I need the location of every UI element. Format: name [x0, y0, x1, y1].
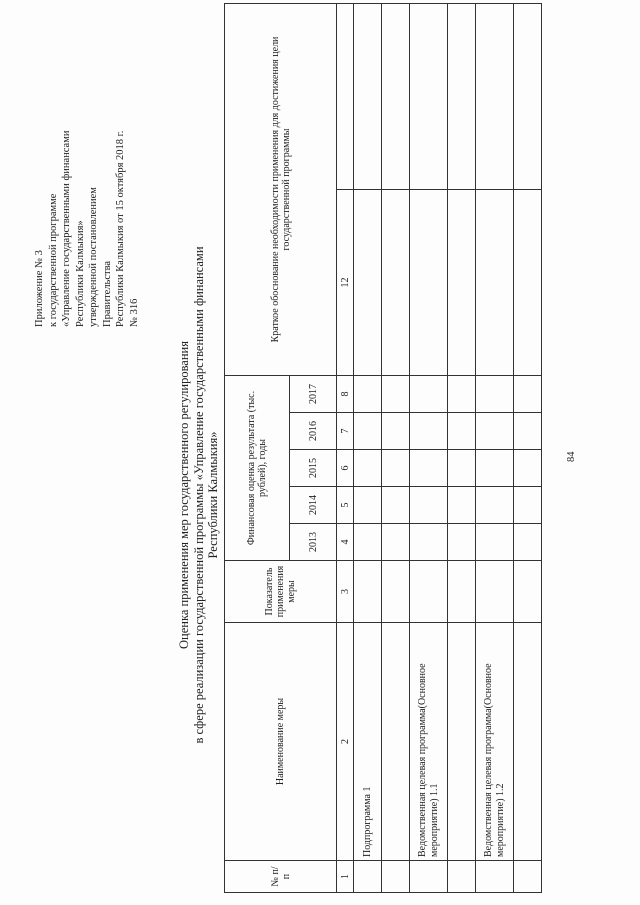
- row-name: [382, 623, 410, 861]
- header-justification: Краткое обоснование необходимости применения для достижения цели государственной программы: [225, 3, 337, 375]
- row-name: [448, 623, 476, 861]
- row-name: Подпрограмма 1: [354, 623, 382, 861]
- header-num: № п/п: [225, 861, 337, 893]
- column-number: 7: [337, 413, 354, 450]
- appendix-line: Республики Калмыкия»: [74, 220, 86, 327]
- table-row: [354, 3, 382, 892]
- appendix-line: № 316: [128, 298, 140, 327]
- header-year: 2017: [290, 376, 337, 413]
- title-line: в сфере реализации государственной программы «Управление государственными финансами: [191, 246, 206, 744]
- row-num: [382, 861, 410, 893]
- row-name: [514, 623, 542, 861]
- column-number: 1: [337, 861, 354, 893]
- row-num: [448, 861, 476, 893]
- appendix-line: Республики Калмыкия от 15 октября 2018 г.: [115, 130, 126, 327]
- row-name: Ведомственная целевая программа(Основное мероприятие) 1.1: [410, 623, 448, 861]
- column-number: 2: [337, 623, 354, 861]
- appendix-line: «Управление государственными финансами: [61, 130, 72, 327]
- table-cell: [337, 3, 354, 189]
- table-row: [514, 3, 542, 892]
- row-name: Ведомственная целевая программа(Основное мероприятие) 1.2: [476, 623, 514, 861]
- column-number: 5: [337, 487, 354, 524]
- document-title: [177, 215, 221, 775]
- column-number: 6: [337, 450, 354, 487]
- appendix-line: Приложение № 3: [34, 250, 45, 327]
- header-year: 2016: [290, 413, 337, 450]
- page-number: 84: [566, 451, 577, 462]
- row-num: [514, 861, 542, 893]
- row-num: [410, 861, 448, 893]
- column-number: 3: [337, 561, 354, 623]
- appendix-line: к государственной программе: [47, 193, 59, 327]
- header-finance: Финансовая оценка результата (тыс. рублей), годы: [225, 376, 290, 561]
- appendix-note: [33, 7, 141, 327]
- table-row: [410, 3, 448, 892]
- measures-table: [224, 3, 542, 893]
- title-line: Республики Калмыкия»: [206, 431, 220, 559]
- header-name: Наименование меры: [225, 623, 337, 861]
- header-year: 2013: [290, 524, 337, 561]
- header-indicator: Показатель применения меры: [225, 561, 337, 623]
- row-num: [354, 861, 382, 893]
- title-line: Оценка применения мер государственного регулирования: [177, 341, 191, 649]
- column-number: 4: [337, 524, 354, 561]
- header-year: 2014: [290, 487, 337, 524]
- table-row: [476, 3, 514, 892]
- appendix-line: утвержденной постановлением: [88, 187, 99, 327]
- table-row: [448, 3, 476, 892]
- header-year: 2015: [290, 450, 337, 487]
- appendix-line: Правительства: [101, 260, 113, 327]
- column-number: 8: [337, 376, 354, 413]
- row-num: [476, 861, 514, 893]
- column-number: 12: [337, 190, 354, 376]
- table-row: [382, 3, 410, 892]
